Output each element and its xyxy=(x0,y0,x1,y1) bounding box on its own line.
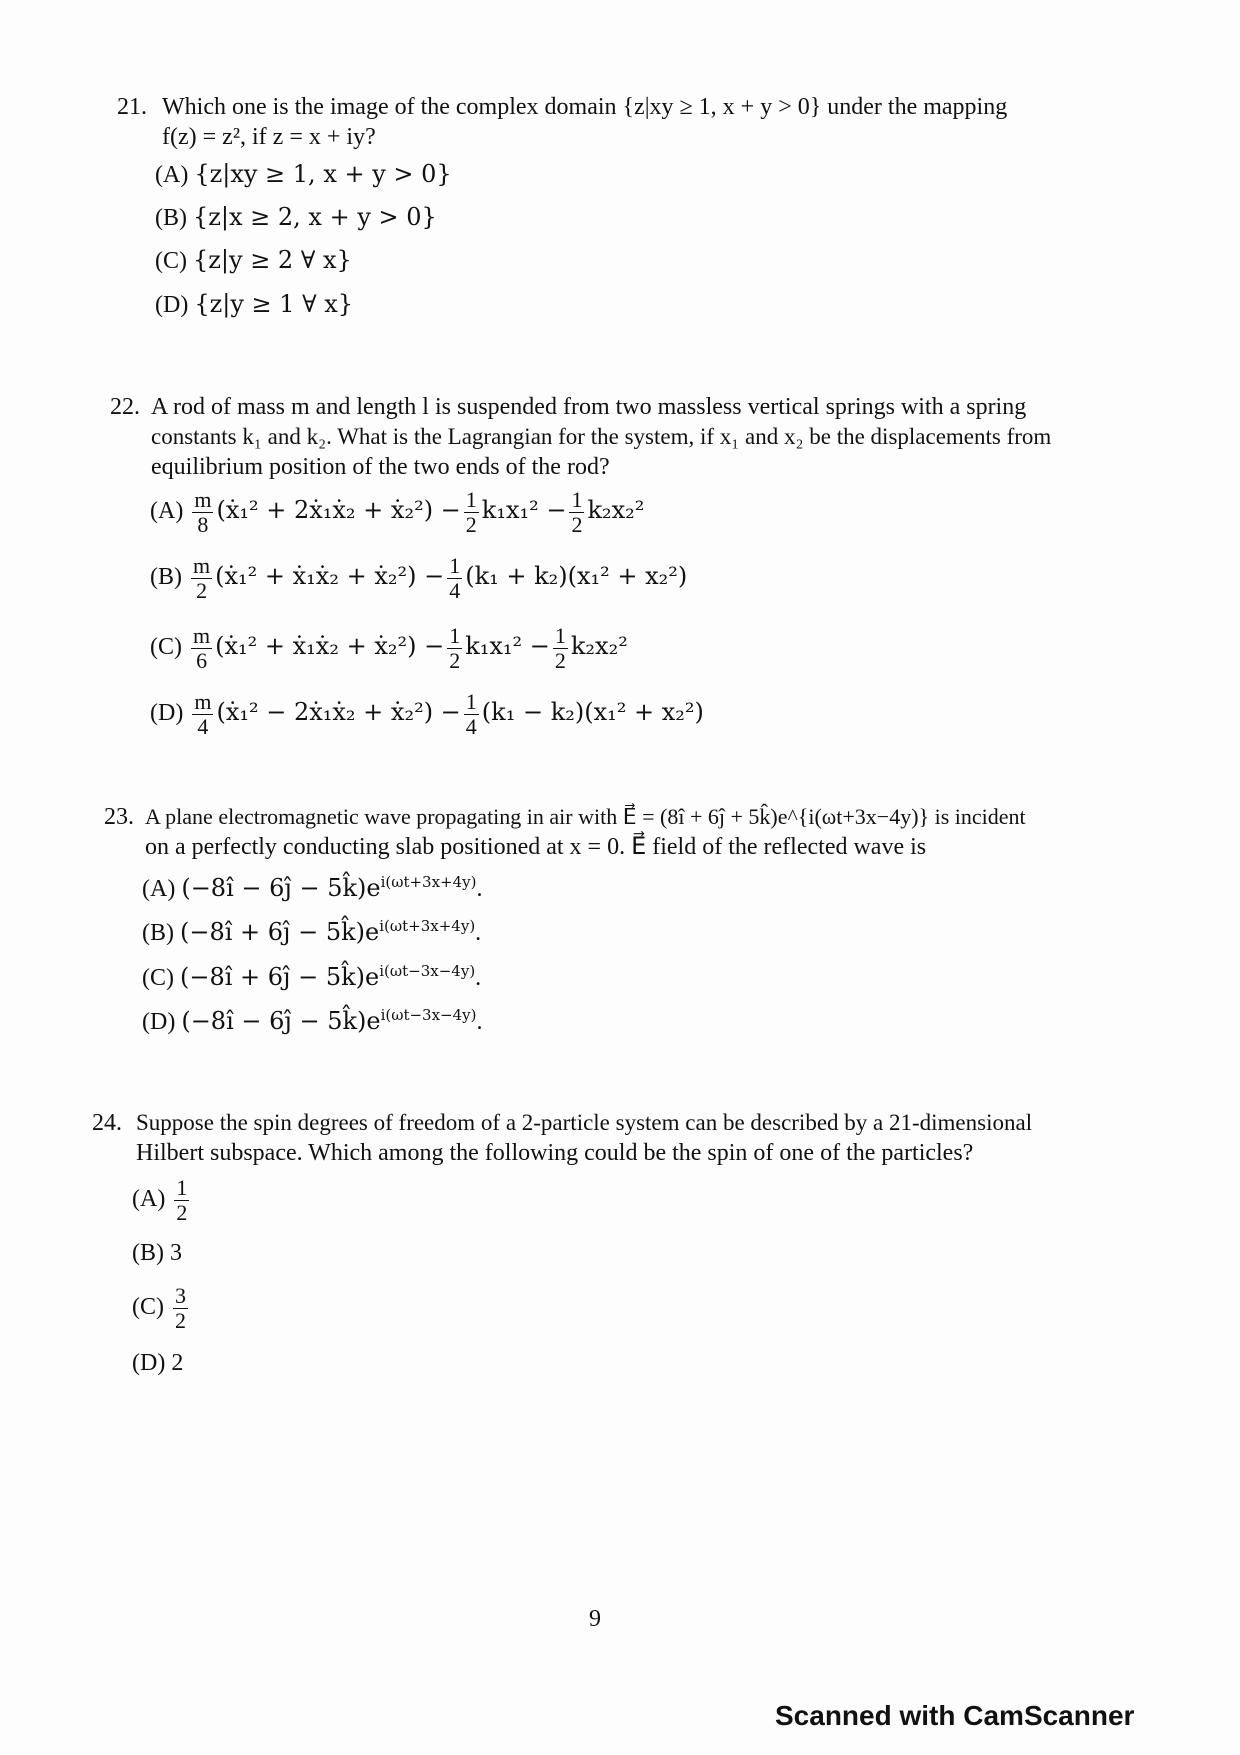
option-text: 2 xyxy=(171,1350,184,1376)
option-24a[interactable] xyxy=(132,1176,192,1225)
coefficient-fraction: $\frac{m}{2}$ xyxy=(193,553,211,603)
question-number: 21. xyxy=(117,94,147,120)
potential-term-1: (k₁ − k₂)(x₁² + x₂²) xyxy=(481,698,704,727)
potential-fraction-1: $\frac{1}{4}$ xyxy=(465,689,477,739)
question-text-line2: constants k₁ and k₂. What is the Lagrangian for the system, if x₁ and x₂ be the displacements from xyxy=(151,424,1052,449)
option-text: {z|x ≥ 2, x + y > 0} xyxy=(193,203,437,231)
question-text-line2: Hilbert subspace. Which among the following could be the spin of one of the particles? xyxy=(136,1140,974,1166)
option-label: (A) xyxy=(132,1186,166,1213)
kinetic-term: (ẋ₁² − 2ẋ₁ẋ₂ + ẋ₂²) − xyxy=(216,698,461,727)
option-label: (C) xyxy=(150,634,182,661)
question-22 xyxy=(110,392,1140,482)
option-label: (A) xyxy=(142,876,176,902)
option-exponent: i(ωt−3x−4y) xyxy=(379,962,476,980)
option-period: . xyxy=(475,920,482,946)
spin-fraction: $\frac{1}{2}$ xyxy=(176,1175,188,1225)
option-22c[interactable] xyxy=(150,624,628,673)
question-number: 22. xyxy=(110,394,140,420)
question-23 xyxy=(104,802,1140,862)
option-label: (B) xyxy=(150,564,182,591)
kinetic-term: (ẋ₁² + ẋ₁ẋ₂ + ẋ₂²) − xyxy=(215,632,445,661)
potential-fraction-1: $\frac{1}{2}$ xyxy=(465,487,477,537)
option-label: (B) xyxy=(142,920,174,946)
option-period: . xyxy=(476,876,483,902)
question-text-line1: A rod of mass m and length l is suspended from two massless vertical springs with a spring xyxy=(151,394,1027,420)
camscanner-watermark: Scanned with CamScanner xyxy=(775,1700,1135,1731)
potential-term-1: (k₁ + k₂)(x₁² + x₂²) xyxy=(465,562,688,591)
option-period: . xyxy=(475,965,482,991)
potential-fraction-1: $\frac{1}{2}$ xyxy=(449,623,461,673)
kinetic-term: (ẋ₁² + ẋ₁ẋ₂ + ẋ₂²) − xyxy=(215,562,445,591)
option-base: (−8î − 6ĵ − 5k̂)e xyxy=(181,1007,381,1035)
option-text: 3 xyxy=(170,1240,182,1266)
option-label: (B) xyxy=(132,1240,164,1266)
question-number: 23. xyxy=(104,804,134,830)
option-text: {z|y ≥ 1 ∀ x} xyxy=(194,290,354,318)
option-23c[interactable] xyxy=(142,962,481,992)
option-base: (−8î − 6ĵ − 5k̂)e xyxy=(181,874,381,902)
option-24b[interactable] xyxy=(132,1240,182,1267)
option-23b[interactable] xyxy=(142,917,481,947)
potential-term-1: k₁x₁² − xyxy=(481,496,567,525)
question-21 xyxy=(117,92,1137,152)
option-23d[interactable] xyxy=(142,1006,483,1036)
option-21b[interactable] xyxy=(155,203,437,232)
potential-fraction-2: $\frac{1}{2}$ xyxy=(554,623,566,673)
option-21c[interactable] xyxy=(155,246,352,275)
option-label: (C) xyxy=(142,965,174,991)
option-base: (−8î + 6ĵ − 5k̂)e xyxy=(180,918,380,946)
potential-term-1: k₁x₁² − xyxy=(465,632,550,661)
potential-fraction-2: $\frac{1}{2}$ xyxy=(571,487,583,537)
option-21d[interactable] xyxy=(155,290,353,319)
option-21a[interactable] xyxy=(155,160,452,189)
option-exponent: i(ωt−3x−4y) xyxy=(380,1006,477,1024)
option-22d[interactable] xyxy=(150,690,704,739)
question-number: 24. xyxy=(92,1110,122,1136)
option-base: (−8î + 6ĵ − 5k̂)e xyxy=(180,963,380,991)
option-label: (C) xyxy=(132,1294,164,1321)
option-period: . xyxy=(476,1009,483,1035)
question-text-line2: on a perfectly conducting slab positioned at x = 0. E⃗ field of the reflected wave is xyxy=(145,834,927,860)
coefficient-fraction: $\frac{m}{4}$ xyxy=(194,689,212,739)
option-22b[interactable] xyxy=(150,554,687,603)
question-text-line1: Which one is the image of the complex domain {z|xy ≥ 1, x + y > 0} under the mapping xyxy=(162,94,1008,120)
option-label: (C) xyxy=(155,248,187,274)
potential-term-2: k₂x₂² xyxy=(587,496,645,525)
option-text: {z|y ≥ 2 ∀ x} xyxy=(193,246,352,274)
option-23a[interactable] xyxy=(142,873,483,903)
option-label: (D) xyxy=(132,1350,166,1376)
question-text-line1: Suppose the spin degrees of freedom of a 2-particle system can be described by a 21-dimensional xyxy=(136,1110,1033,1135)
option-label: (A) xyxy=(150,498,184,525)
spin-fraction: $\frac{3}{2}$ xyxy=(175,1283,186,1333)
question-text-line3: equilibrium position of the two ends of the rod? xyxy=(151,454,610,480)
potential-term-2: k₂x₂² xyxy=(570,632,628,661)
option-exponent: i(ωt+3x+4y) xyxy=(380,873,477,891)
potential-fraction-1: $\frac{1}{4}$ xyxy=(449,553,461,603)
option-exponent: i(ωt+3x+4y) xyxy=(379,917,476,935)
kinetic-term: (ẋ₁² + 2ẋ₁ẋ₂ + ẋ₂²) − xyxy=(216,496,461,525)
option-label: (A) xyxy=(155,162,189,188)
option-label: (D) xyxy=(155,292,189,318)
question-24 xyxy=(92,1108,1140,1168)
option-24c[interactable] xyxy=(132,1284,191,1333)
option-24d[interactable] xyxy=(132,1350,183,1377)
option-22a[interactable] xyxy=(150,488,644,537)
page-number: 9 xyxy=(589,1606,601,1632)
option-label: (B) xyxy=(155,205,187,231)
option-text: {z|xy ≥ 1, x + y > 0} xyxy=(194,160,452,188)
option-label: (D) xyxy=(142,1009,176,1035)
question-text-line2: f(z) = z², if z = x + iy? xyxy=(162,124,376,150)
option-label: (D) xyxy=(150,700,184,727)
question-text-line1: A plane electromagnetic wave propagating in air with E⃗ = (8î + 6ĵ + 5k̂)e^{i(ωt+3x−4y)} is incident xyxy=(145,804,1026,829)
coefficient-fraction: $\frac{m}{8}$ xyxy=(194,487,212,537)
coefficient-fraction: $\frac{m}{6}$ xyxy=(193,623,211,673)
